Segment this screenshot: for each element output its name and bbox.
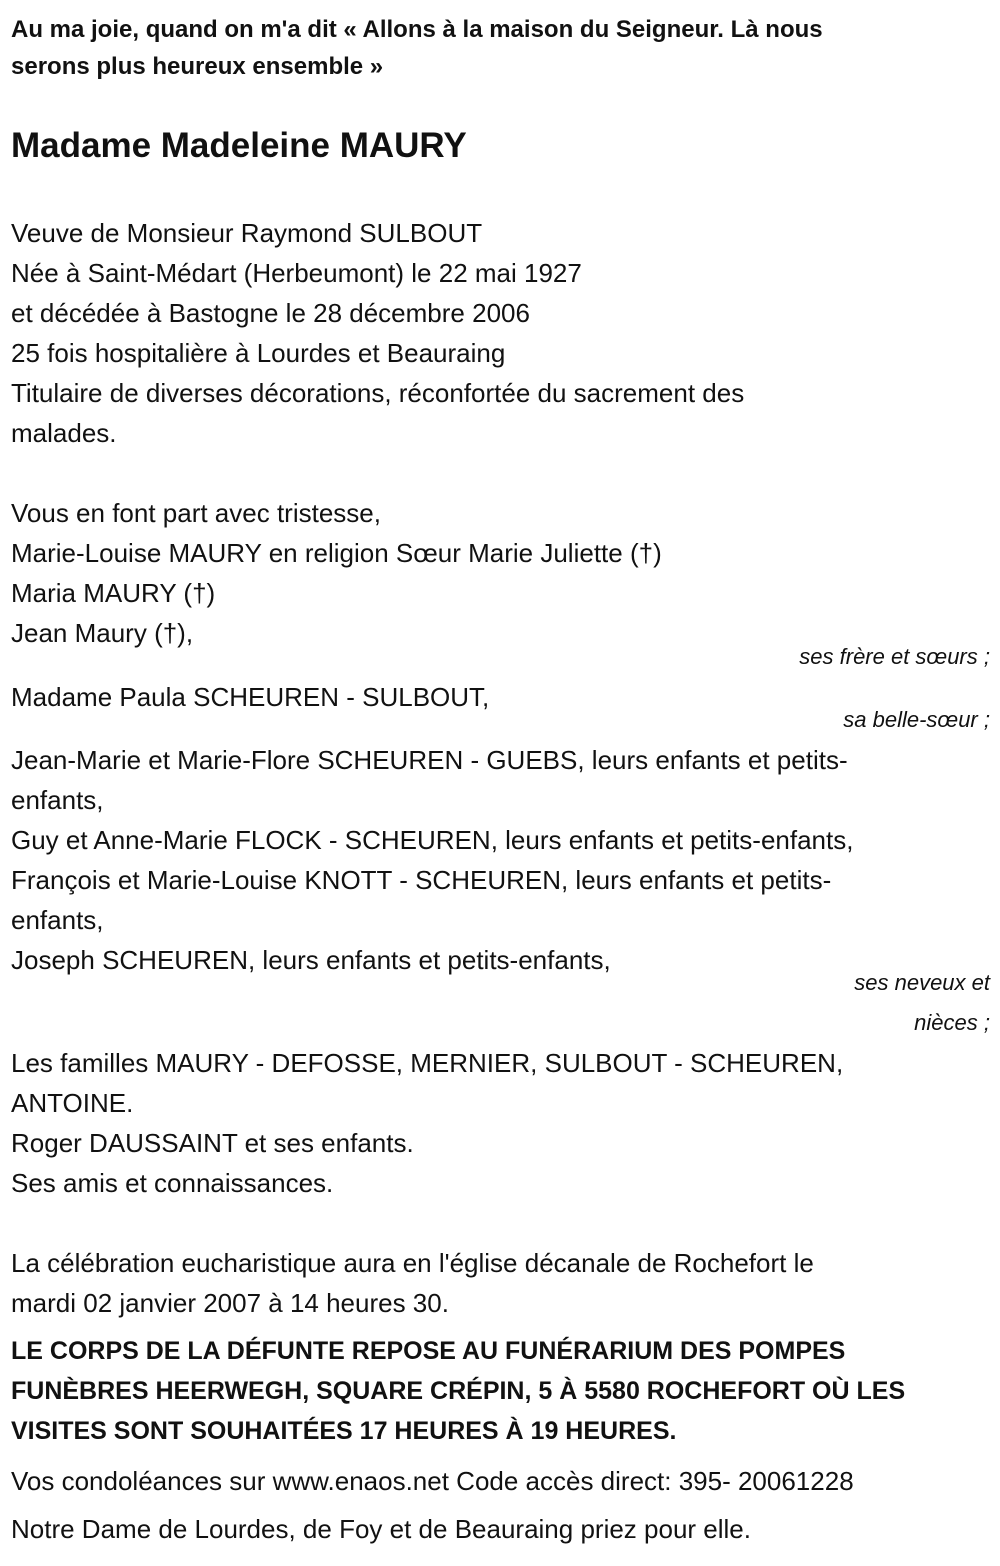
families-line: ANTOINE.	[11, 1088, 134, 1118]
siblings-line: Marie-Louise MAURY en religion Sœur Marie Juliette (†)	[11, 538, 662, 568]
nephews-relation	[854, 963, 990, 1043]
siblings-line: Maria MAURY (†)	[11, 578, 216, 608]
siblings-relation: ses frère et sœurs ;	[799, 644, 990, 669]
funeral-home-line: LE CORPS DE LA DÉFUNTE REPOSE AU FUNÉRARIUM DES POMPES	[11, 1337, 846, 1365]
condolences: Vos condoléances sur www.enaos.net Code accès direct: 395- 20061228	[11, 1466, 854, 1496]
siblings	[11, 493, 990, 653]
celebration-line: La célébration eucharistique aura en l'église décanale de Rochefort le	[11, 1248, 814, 1278]
nephews-line: Joseph SCHEUREN, leurs enfants et petits-enfants,	[11, 945, 611, 975]
nephews-line: enfants,	[11, 905, 104, 935]
families-line: Roger DAUSSAINT et ses enfants.	[11, 1128, 414, 1158]
nephews-line: Jean-Marie et Marie-Flore SCHEUREN - GUEBS, leurs enfants et petits-	[11, 745, 848, 775]
biography	[11, 213, 990, 453]
bio-line: malades.	[11, 418, 117, 448]
bio-line: 25 fois hospitalière à Lourdes et Beauraing	[11, 338, 506, 368]
sister-in-law-relation: sa belle-sœur ;	[843, 707, 990, 732]
bio-line: Veuve de Monsieur Raymond SULBOUT	[11, 218, 483, 248]
deceased-name: Madame Madeleine MAURY	[11, 126, 467, 165]
funeral-home-line: VISITES SONT SOUHAITÉES 17 HEURES À 19 HEURES.	[11, 1417, 677, 1445]
opening-quote	[11, 11, 990, 85]
sister-in-law-line: Madame Paula SCHEUREN - SULBOUT,	[11, 682, 490, 712]
nephews-line: François et Marie-Louise KNOTT - SCHEUREN, leurs enfants et petits-	[11, 865, 832, 895]
quote-line: serons plus heureux ensemble »	[11, 53, 384, 80]
funeral-home-notice	[11, 1331, 990, 1451]
nephews-line: Guy et Anne-Marie FLOCK - SCHEUREN, leurs enfants et petits-enfants,	[11, 825, 854, 855]
prayer: Notre Dame de Lourdes, de Foy et de Beauraing priez pour elle.	[11, 1514, 751, 1544]
families	[11, 1043, 990, 1203]
siblings-line: Vous en font part avec tristesse,	[11, 498, 381, 528]
families-line: Les familles MAURY - DEFOSSE, MERNIER, SULBOUT - SCHEUREN,	[11, 1048, 844, 1078]
celebration-line: mardi 02 janvier 2007 à 14 heures 30.	[11, 1288, 449, 1318]
bio-line: et décédée à Bastogne le 28 décembre 2006	[11, 298, 530, 328]
siblings-line: Jean Maury (†),	[11, 618, 194, 648]
celebration	[11, 1243, 990, 1323]
relation-line: nièces ;	[914, 1010, 990, 1035]
families-line: Ses amis et connaissances.	[11, 1168, 334, 1198]
relation-line: ses neveux et	[854, 970, 990, 995]
bio-line: Née à Saint-Médart (Herbeumont) le 22 mai 1927	[11, 258, 582, 288]
nephews	[11, 740, 990, 980]
quote-line: Au ma joie, quand on m'a dit « Allons à la maison du Seigneur. Là nous	[11, 16, 823, 43]
nephews-line: enfants,	[11, 785, 104, 815]
funeral-home-line: FUNÈBRES HEERWEGH, SQUARE CRÉPIN, 5 À 5580 ROCHEFORT OÙ LES	[11, 1377, 906, 1405]
bio-line: Titulaire de diverses décorations, réconfortée du sacrement des	[11, 378, 745, 408]
